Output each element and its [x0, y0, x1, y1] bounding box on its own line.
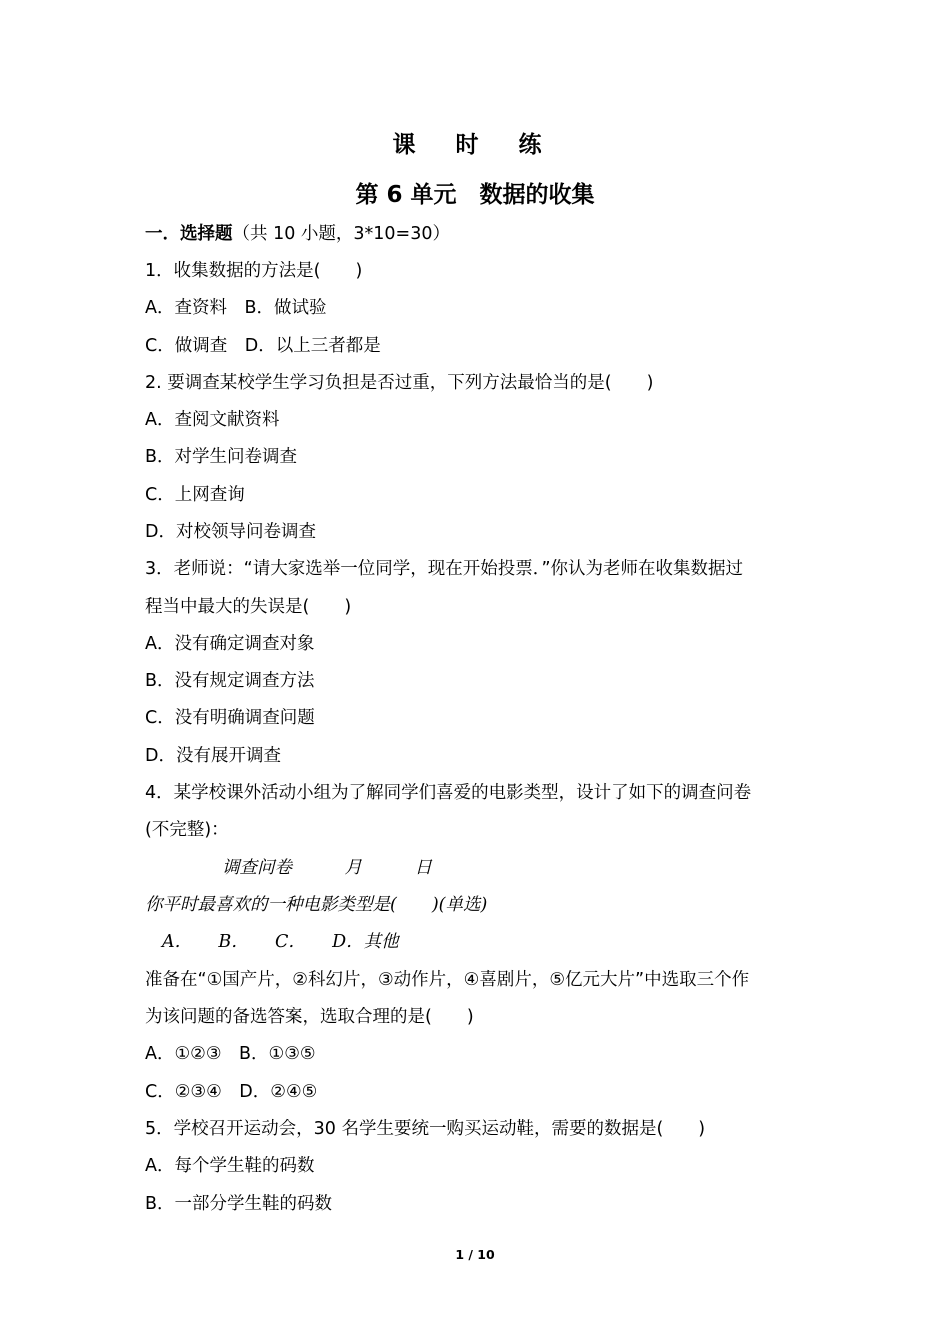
text-line: (不完整)：: [145, 820, 229, 840]
text-line: 准备在“①国产片，②科幻片，③动作片，④喜剧片，⑤亿元大片”中选取三个作: [145, 970, 750, 990]
text-line: B．没有规定调查方法: [145, 671, 315, 691]
text-line: C．②③④ D．②④⑤: [145, 1082, 318, 1102]
unit-subtitle: 第 6 单元 数据的收集: [355, 182, 595, 208]
page-number: 1 / 10: [455, 1247, 495, 1262]
section-heading-label: 一．选择题: [145, 224, 233, 244]
text-line: D．对校领导问卷调查: [145, 522, 316, 542]
questionnaire-heading: 调查问卷 月 日: [222, 858, 432, 878]
section-heading: [145, 222, 815, 246]
text-line: 为该问题的备选答案，选取合理的是( ): [145, 1007, 474, 1027]
text-line: D．没有展开调查: [145, 746, 281, 766]
section-heading-note: （共 10 小题，3*10=30）: [232, 224, 450, 244]
text-line: 程当中最大的失误是( ): [145, 597, 352, 617]
questionnaire-options: A． B． C． D．其他: [162, 932, 399, 952]
text-line: 1．收集数据的方法是( ): [145, 261, 363, 281]
text-line: 3．老师说：“请大家选举一位同学，现在开始投票．”你认为老师在收集数据过: [145, 559, 744, 579]
text-line: 4．某学校课外活动小组为了解同学们喜爱的电影类型，设计了如下的调查问卷: [145, 783, 752, 803]
text-line: A．每个学生鞋的码数: [145, 1156, 315, 1176]
page-title: 课 时 练: [392, 132, 558, 158]
text-line: C．上网查询: [145, 485, 245, 505]
text-line: C．没有明确调查问题: [145, 708, 315, 728]
questionnaire-question: 你平时最喜欢的一种电影类型是( )(单选): [145, 895, 488, 915]
text-line: A．查资料 B．做试验: [145, 298, 327, 318]
text-line: C．做调查 D．以上三者都是: [145, 336, 381, 356]
text-line: A．没有确定调查对象: [145, 634, 315, 654]
text-line: B．对学生问卷调查: [145, 447, 298, 467]
text-line: B．一部分学生鞋的码数: [145, 1194, 333, 1214]
text-line: A．查阅文献资料: [145, 410, 280, 430]
text-line: 2. 要调查某校学生学习负担是否过重，下列方法最恰当的是( ): [145, 373, 654, 393]
text-line: A．①②③ B．①③⑤: [145, 1044, 316, 1064]
text-line: 5．学校召开运动会，30 名学生要统一购买运动鞋，需要的数据是( ): [145, 1119, 706, 1139]
